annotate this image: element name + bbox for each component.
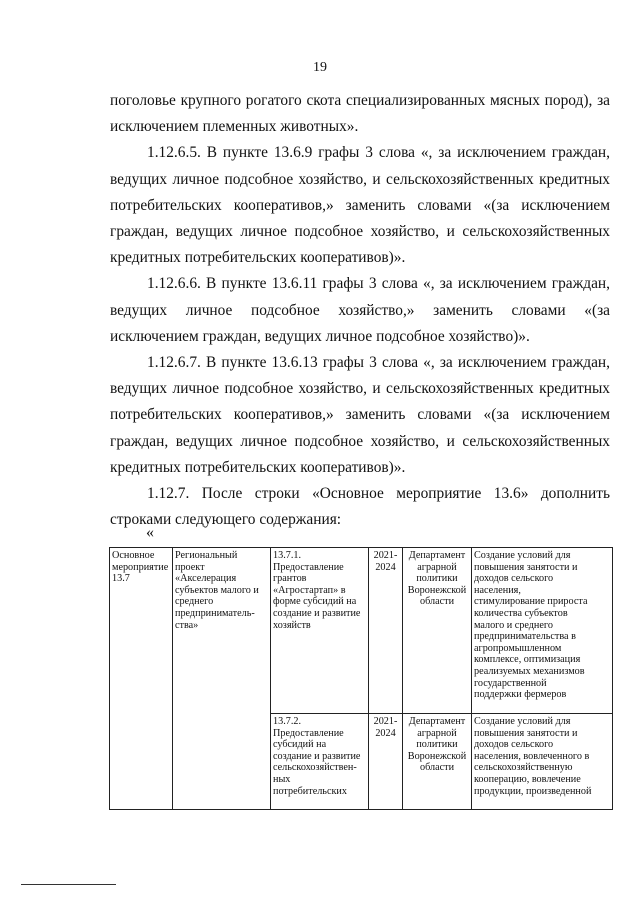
- executor-13-7-2: Департамент аграрной политики Воронежской области: [407, 716, 467, 774]
- page-number: 19: [313, 60, 327, 75]
- measure-code-cell: [110, 548, 173, 810]
- paragraph-continuation: поголовье крупного рогатого скота специализированных мясных пород), за исключением племенных животных».: [110, 92, 610, 136]
- footnote-divider: [21, 884, 116, 885]
- table-row: [110, 548, 613, 714]
- result-cell: [472, 548, 613, 714]
- executor-cell: [403, 714, 472, 810]
- project-name: Региональный проект «Акселерация субъектов малого и среднего предприниматель- ства»: [175, 550, 259, 631]
- item-13-7-2: 13.7.2. Предоставление субсидий на создание и развитие сельскохозяйствен- ных потребительских: [273, 716, 361, 797]
- measure-code: Основное мероприятие 13.7: [112, 550, 169, 585]
- opening-quote-mark: «: [146, 524, 154, 541]
- paragraph-1-12-6-5: 1.12.6.5. В пункте 13.6.9 графы 3 слова «, за исключением граждан, ведущих личное подсобное хозяйство, и сельскохозяйственных кредитных потребительских кооперативов,» заменить словами «(за исключением граждан, ведущих личное подсобное хозяйство, и сельскохозяйственных кредитных потребительских кооперативов)».: [110, 144, 610, 267]
- executor-13-7-1: Департамент аграрной политики Воронежской области: [407, 550, 467, 608]
- period-13-7-1: 2021- 2024: [373, 550, 398, 573]
- period-13-7-2: 2021- 2024: [373, 716, 398, 739]
- result-13-7-2: Создание условий для повышения занятости и доходов сельского населения, вовлеченного в сельскохозяйственную кооперацию, вовлечение продукции, произведенной: [474, 716, 592, 797]
- executor-cell: [403, 548, 472, 714]
- document-body: [110, 88, 610, 533]
- measures-table: [109, 547, 613, 810]
- result-13-7-1: Создание условий для повышения занятости и доходов сельского населения, стимулирование прироста количества субъектов малого и среднего предпринимательства в агропромышленном комплексе, оптимизация реализуемых механизмов государственной поддержки фермеров: [474, 550, 588, 701]
- paragraph-1-12-6-7: 1.12.6.7. В пункте 13.6.13 графы 3 слова «, за исключением граждан, ведущих личное подсобное хозяйство, и сельскохозяйственных кредитных потребительских кооперативов,» заменить словами «(за исключением граждан, ведущих личное подсобное хозяйство, и сельскохозяйственных кредитных потребительских кооперативов)».: [110, 354, 610, 476]
- period-cell: [369, 548, 403, 714]
- item-13-7-1: 13.7.1. Предоставление грантов «Агростартап» в форме субсидий на создание и развитие хозяйств: [273, 550, 361, 631]
- result-cell: [472, 714, 613, 810]
- item-cell: [271, 548, 369, 714]
- period-cell: [369, 714, 403, 810]
- paragraph-1-12-6-6: 1.12.6.6. В пункте 13.6.11 графы 3 слова «, за исключением граждан, ведущих личное подсобное хозяйство,» заменить словами «(за исключением граждан, ведущих личное подсобное хозяйство)».: [110, 275, 610, 345]
- item-cell: [271, 714, 369, 810]
- paragraph-1-12-7: 1.12.7. После строки «Основное мероприятие 13.6» дополнить строками следующего содержания:: [110, 485, 610, 529]
- project-name-cell: [173, 548, 271, 810]
